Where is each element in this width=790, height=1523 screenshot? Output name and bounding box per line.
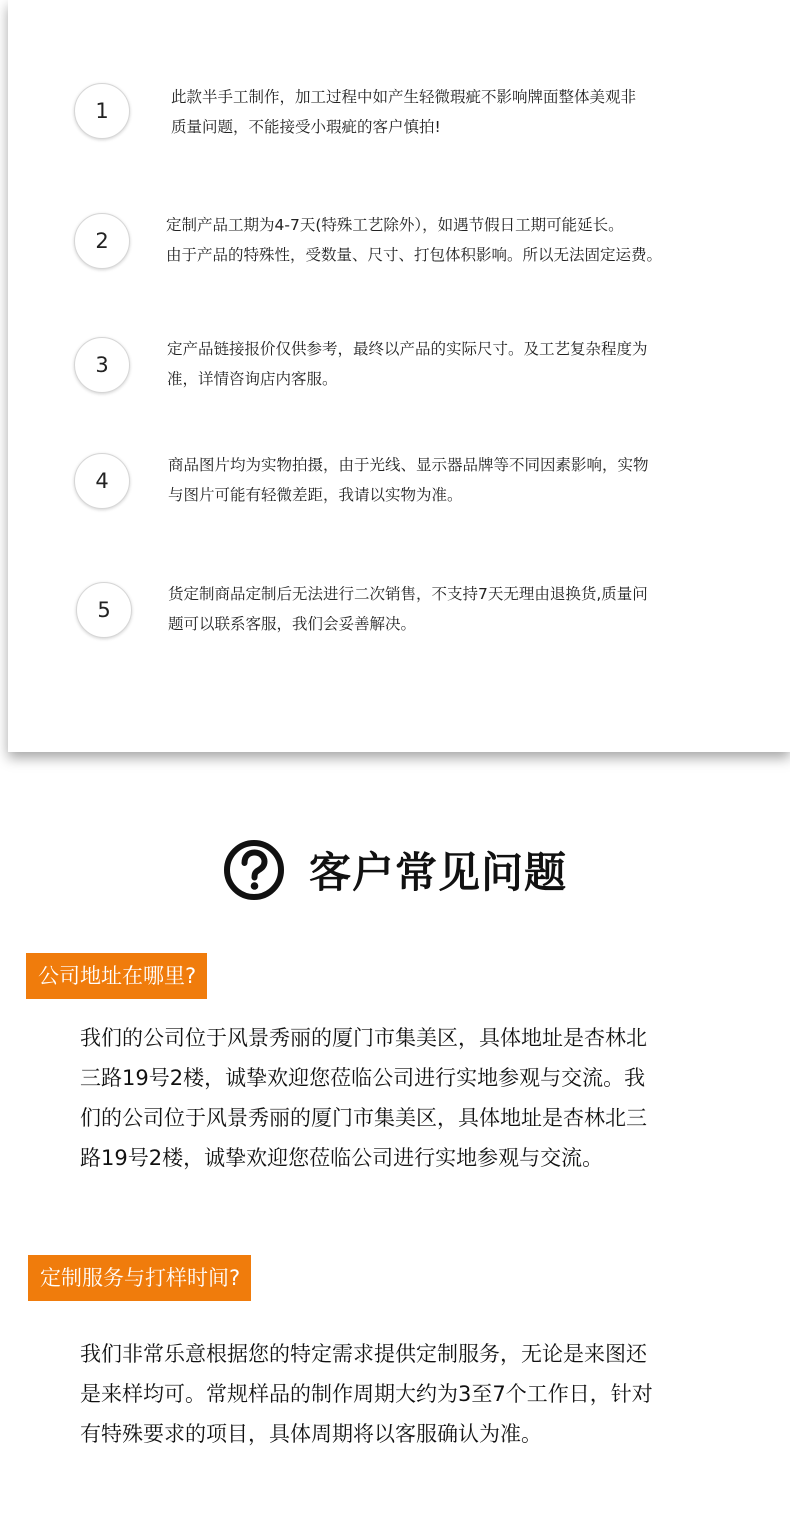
number-badge: 5 bbox=[76, 582, 132, 638]
notice-text: 商品图片均为实物拍摄，由于光线、显示器品牌等不同因素影响，实物 与图片可能有轻微差距，我请以实物为准。 bbox=[168, 456, 649, 504]
notice-card bbox=[8, 0, 790, 752]
question-label-address: 公司地址在哪里? bbox=[26, 953, 207, 999]
question-circle-icon bbox=[223, 839, 285, 901]
notice-text: 货定制商品定制后无法进行二次销售，不支持7天无理由退换货,质量问 题可以联系客服，我们会妥善解决。 bbox=[168, 585, 648, 633]
number-badge: 2 bbox=[74, 213, 130, 269]
number-badge: 3 bbox=[74, 337, 130, 393]
number-badge: 1 bbox=[74, 83, 130, 139]
number-badge: 4 bbox=[74, 453, 130, 509]
question-label-custom-service: 定制服务与打样时间? bbox=[28, 1255, 251, 1301]
answer-address: 我们的公司位于风景秀丽的厦门市集美区，具体地址是杏林北 三路19号2楼，诚挚欢迎您莅临公司进行实地参观与交流。我 们的公司位于风景秀丽的厦门市集美区，具体地址是杏林北三 路19号2楼，诚挚欢迎您莅临公司进行实地参观与交流。 bbox=[80, 1026, 647, 1170]
answer-custom-service: 我们非常乐意根据您的特定需求提供定制服务，无论是来图还 是来样均可。常规样品的制作周期大约为3至7个工作日，针对 有特殊要求的项目，具体周期将以客服确认为准。 bbox=[80, 1342, 653, 1446]
notice-text: 此款半手工制作，加工过程中如产生轻微瑕疵不影响牌面整体美观非 质量问题，不能接受小瑕疵的客户慎拍! bbox=[171, 88, 637, 136]
faq-heading bbox=[0, 835, 790, 905]
notice-text: 定制产品工期为4-7天(特殊工艺除外），如遇节假日工期可能延长。 由于产品的特殊性，受数量、尺寸、打包体积影响。所以无法固定运费。 bbox=[166, 216, 663, 264]
notice-text: 定产品链接报价仅供参考，最终以产品的实际尺寸。及工艺复杂程度为 准，详情咨询店内客服。 bbox=[167, 340, 648, 388]
faq-title: 客户常见问题 bbox=[308, 848, 567, 897]
